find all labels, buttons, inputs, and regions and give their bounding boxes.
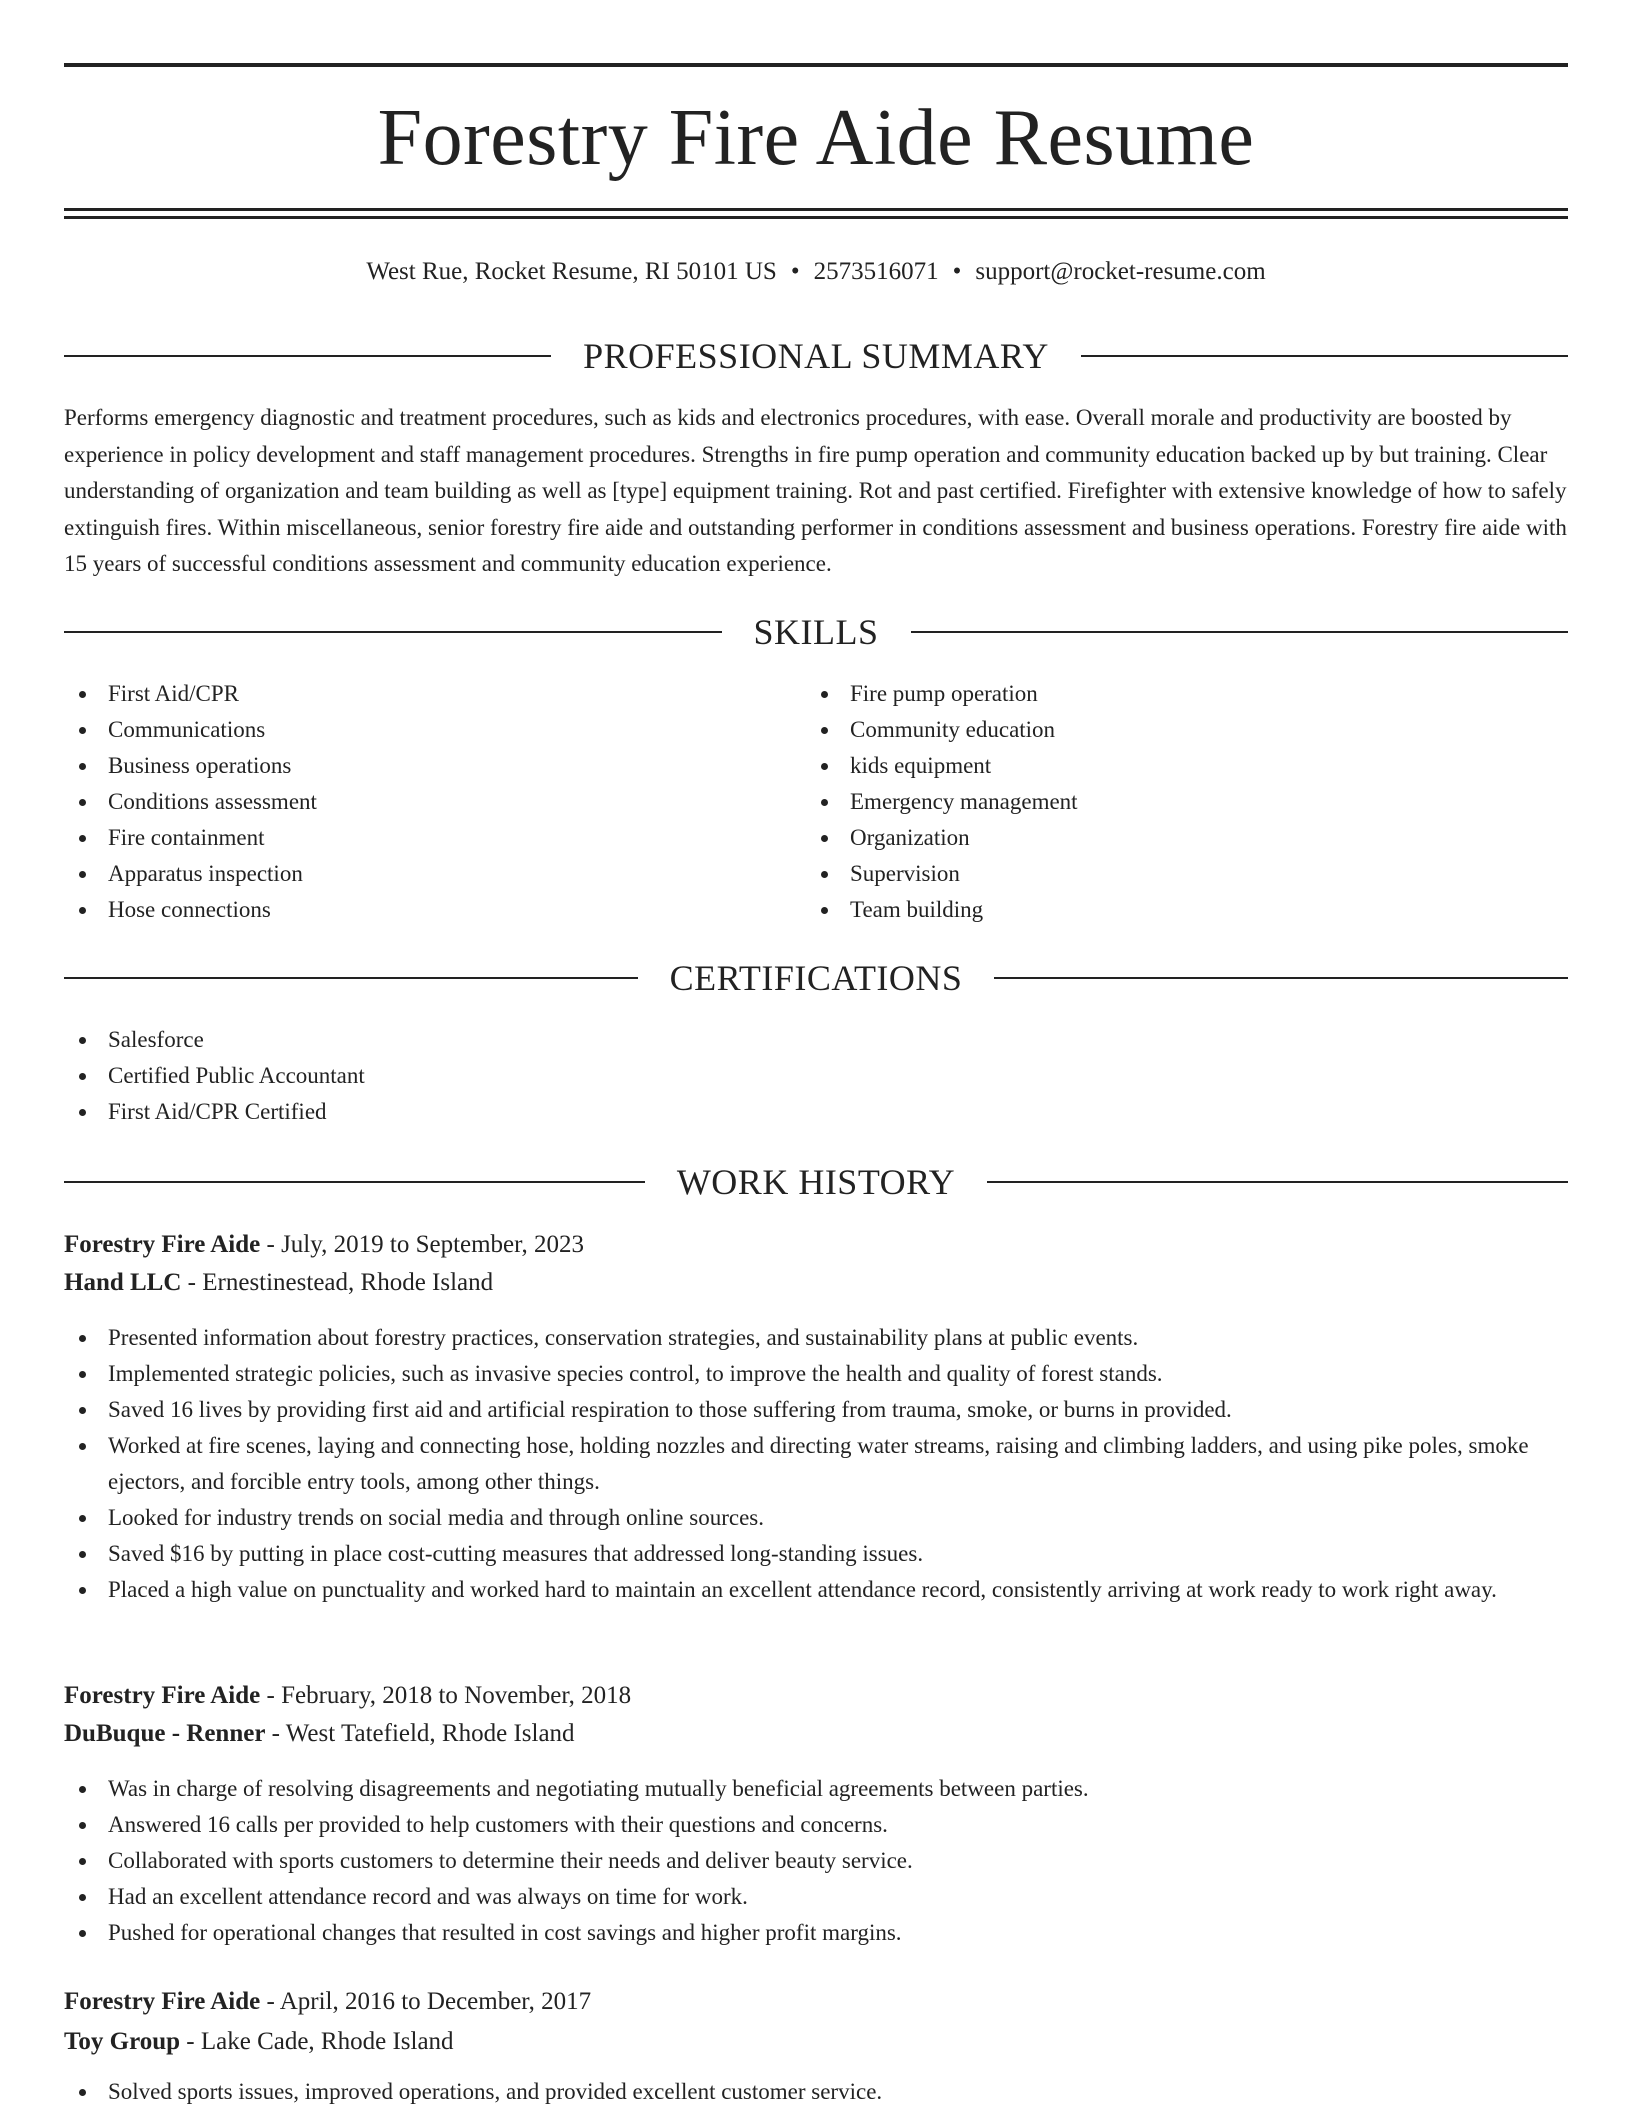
heading-rule — [64, 1181, 645, 1183]
resume-title: Forestry Fire Aide Resume — [377, 94, 1255, 182]
heading-rule — [987, 1181, 1568, 1183]
job-bullet: Pushed for operational changes that resulted in cost savings and higher profit margins. — [64, 1915, 1568, 1951]
skill-item: kids equipment — [806, 748, 1506, 784]
job-bullet: Looked for industry trends on social media and through online sources. — [64, 1500, 1568, 1536]
job-bullet: Presented information about forestry practices, conservation strategies, and sustainability plans at public events. — [64, 1320, 1568, 1356]
job-bullet: Implemented strategic policies, such as invasive species control, to improve the health and quality of forest stands. — [64, 1356, 1568, 1392]
skill-item: Hose connections — [64, 892, 764, 928]
job-company: Hand LLC — [64, 1269, 182, 1296]
skills-section-heading — [64, 610, 1568, 654]
job-location: - West Tatefield, Rhode Island — [265, 1720, 575, 1747]
certifications-list — [64, 1022, 764, 1130]
work-section-heading — [64, 1160, 1568, 1204]
header-top-rule — [64, 63, 1568, 67]
skill-item: Emergency management — [806, 784, 1506, 820]
skill-item: Communications — [64, 712, 764, 748]
skill-item: First Aid/CPR — [64, 676, 764, 712]
heading-rule — [994, 977, 1568, 979]
skill-item: Supervision — [806, 856, 1506, 892]
job-company-line — [64, 2024, 1568, 2060]
job-company-line — [64, 1716, 1568, 1752]
heading-rule — [64, 631, 722, 633]
header-bottom-rule-2 — [64, 216, 1568, 219]
job-bullet: Had an excellent attendance record and was always on time for work. — [64, 1879, 1568, 1915]
skill-item: Community education — [806, 712, 1506, 748]
skill-item: Business operations — [64, 748, 764, 784]
certification-item: Certified Public Accountant — [64, 1058, 764, 1094]
contact-line — [64, 254, 1568, 290]
job-bullet: Saved $16 by putting in place cost-cutting measures that addressed long-standing issues. — [64, 1536, 1568, 1572]
job-company: DuBuque - Renner — [64, 1720, 266, 1747]
job-bullet: Solved sports issues, improved operations, and provided excellent customer service. — [64, 2074, 1568, 2110]
heading-rule — [1081, 355, 1568, 357]
job-location: - Ernestinestead, Rhode Island — [181, 1269, 494, 1296]
work-heading-label: WORK HISTORY — [676, 1162, 956, 1202]
certification-item: Salesforce — [64, 1022, 764, 1058]
job-company-line — [64, 1265, 1568, 1301]
job-bullets — [64, 2074, 1568, 2110]
contact-address: West Rue, Rocket Resume, RI 50101 US — [366, 258, 777, 285]
job-bullet: Answered 16 calls per provided to help customers with their questions and concerns. — [64, 1807, 1568, 1843]
job-dates: - July, 2019 to September, 2023 — [260, 1231, 584, 1258]
summary-heading-label: PROFESSIONAL SUMMARY — [583, 336, 1049, 376]
skills-list-right — [806, 676, 1506, 928]
skill-item: Conditions assessment — [64, 784, 764, 820]
job-bullet: Worked at fire scenes, laying and connecting hose, holding nozzles and directing water streams, raising and climbing ladders, and using pike poles, smoke ejectors, and forcible entry tools, among other things. — [64, 1428, 1568, 1500]
contact-phone: 2573516071 — [813, 258, 939, 285]
job-bullet: Placed a high value on punctuality and worked hard to maintain an excellent attendance record, consistently arriving at work ready to work right away. — [64, 1572, 1568, 1608]
job-title: Forestry Fire Aide — [64, 1682, 261, 1709]
job-location: - Lake Cade, Rhode Island — [180, 2028, 454, 2055]
skills-heading-label: SKILLS — [753, 612, 879, 652]
summary-section-heading — [64, 334, 1568, 378]
certifications-section-heading — [64, 956, 1568, 1000]
contact-email[interactable]: support@rocket-resume.com — [975, 258, 1266, 285]
job-bullets — [64, 1771, 1568, 1951]
job-title-line — [64, 1984, 1568, 2020]
job-dates: - April, 2016 to December, 2017 — [260, 1988, 592, 2015]
certifications-heading-label: CERTIFICATIONS — [669, 958, 963, 998]
contact-separator: • — [952, 258, 962, 285]
job-title: Forestry Fire Aide — [64, 1988, 261, 2015]
job-bullets — [64, 1320, 1568, 1608]
job-bullet: Was in charge of resolving disagreements and negotiating mutually beneficial agreements between parties. — [64, 1771, 1568, 1807]
job-bullet: Collaborated with sports customers to determine their needs and deliver beauty service. — [64, 1843, 1568, 1879]
skills-list-left — [64, 676, 764, 928]
skill-item: Team building — [806, 892, 1506, 928]
summary-text: Performs emergency diagnostic and treatment procedures, such as kids and electronics procedures, with ease. Overall morale and productivity are boosted by experience in policy development and staff management procedures. Strengths in fire pump operation and community education backed up by but training. Clear understanding of organization and team building as well as [type] equipment training. Rot and past certified. Firefighter with extensive knowledge of how to safely extinguish fires. Within miscellaneous, senior forestry fire aide and outstanding performer in conditions assessment and business operations. Forestry fire aide with 15 years of successful conditions assessment and community education experience. — [64, 405, 1567, 576]
job-title: Forestry Fire Aide — [64, 1231, 261, 1258]
job-bullet: Saved 16 lives by providing first aid and artificial respiration to those suffering from trauma, smoke, or burns in provided. — [64, 1392, 1568, 1428]
job-title-line — [64, 1227, 1568, 1263]
contact-separator: • — [790, 258, 800, 285]
skill-item: Apparatus inspection — [64, 856, 764, 892]
heading-rule — [64, 977, 638, 979]
job-company: Toy Group — [64, 2028, 181, 2055]
heading-rule — [64, 355, 551, 357]
job-title-line — [64, 1678, 1568, 1714]
certification-item: First Aid/CPR Certified — [64, 1094, 764, 1130]
skill-item: Fire pump operation — [806, 676, 1506, 712]
header-bottom-rule — [64, 208, 1568, 211]
job-dates: - February, 2018 to November, 2018 — [260, 1682, 632, 1709]
skill-item: Organization — [806, 820, 1506, 856]
skill-item: Fire containment — [64, 820, 764, 856]
heading-rule — [911, 631, 1569, 633]
